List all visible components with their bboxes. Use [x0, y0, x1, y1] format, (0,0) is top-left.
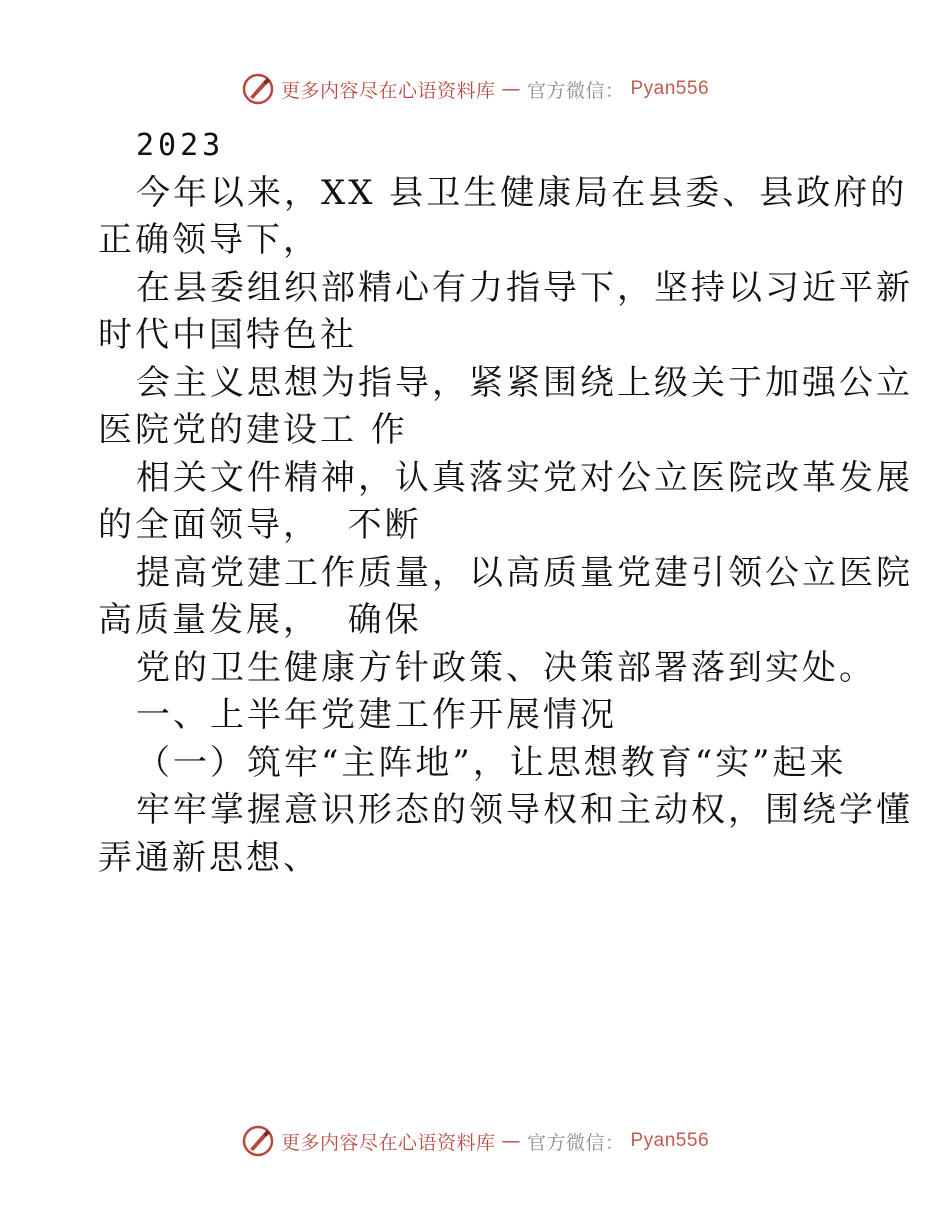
doc-line: 提高党建工作质量，以高质量党建引领公立医院 [136, 552, 913, 593]
watermark-dash: — [501, 78, 521, 100]
doc-line: 医院党的建设工 作 [98, 410, 408, 450]
watermark-brand: 更多内容尽在心语资料库 [280, 1131, 496, 1154]
watermark-official-label: 官方微信： [526, 1131, 625, 1154]
doc-line: 在县委组织部精心有力指导下，坚持以习近平新 [136, 267, 913, 308]
doc-line: 时代中国特色社 [98, 315, 357, 355]
watermark-wechat-id: Pyan556 [630, 78, 710, 99]
section-heading: 一、上半年党建工作开展情况 [136, 695, 617, 735]
header-watermark [0, 72, 950, 106]
footer-watermark [0, 1124, 950, 1158]
doc-line: 弄通新思想、 [98, 837, 320, 878]
doc-line: 高质量发展， 确保 [98, 600, 422, 640]
doc-line: 的全面领导， 不断 [98, 505, 422, 545]
pen-logo-icon [241, 1124, 275, 1158]
subsection-heading: （一）筑牢“主阵地”，让思想教育“实”起来 [136, 742, 847, 783]
doc-line: 正确领导下， [98, 220, 320, 260]
doc-line: 会主义思想为指导，紧紧围绕上级关于加强公立 [136, 362, 913, 403]
document-body [98, 122, 913, 882]
watermark-dash: — [501, 1130, 521, 1152]
doc-line: 今年以来，XX 县卫生健康局在县委、县政府的 [136, 172, 908, 213]
doc-year: 2023 [136, 128, 225, 163]
pen-logo-icon [241, 72, 275, 106]
watermark-brand: 更多内容尽在心语资料库 [280, 79, 496, 102]
watermark-wechat-id: Pyan556 [630, 1130, 710, 1151]
watermark-official-label: 官方微信： [526, 79, 625, 102]
doc-line: 党的卫生健康方针政策、决策部署落到实处。 [136, 647, 876, 688]
doc-line: 相关文件精神，认真落实党对公立医院改革发展 [136, 457, 913, 498]
doc-line: 牢牢掌握意识形态的领导权和主动权，围绕学懂 [136, 790, 913, 830]
